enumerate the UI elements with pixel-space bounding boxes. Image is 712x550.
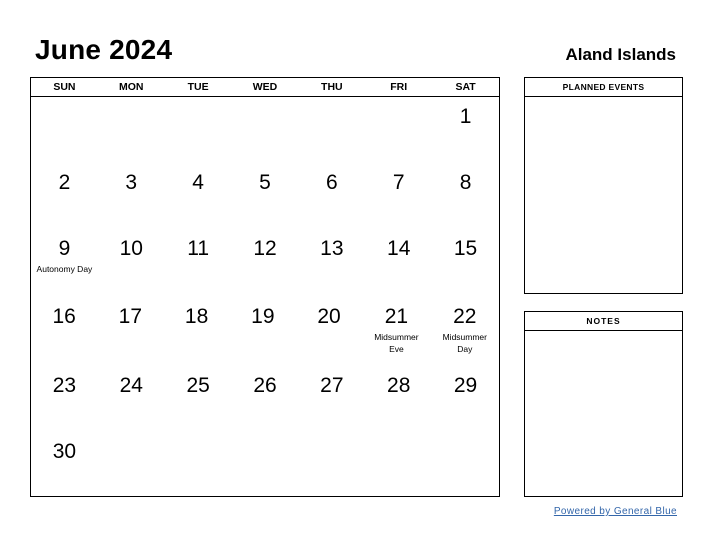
day-cell	[31, 374, 98, 398]
day-number: 21	[384, 305, 409, 328]
day-cell	[98, 440, 165, 464]
day-number: 23	[52, 374, 77, 397]
calendar-grid	[30, 77, 500, 497]
day-cell	[98, 237, 165, 275]
day-cell	[165, 440, 232, 464]
day-cell	[298, 105, 365, 129]
notes-panel	[524, 311, 683, 497]
day-cell	[232, 374, 299, 398]
day-cell	[432, 171, 499, 195]
day-cell	[365, 237, 432, 275]
day-cell	[365, 171, 432, 195]
week-row	[31, 305, 499, 355]
day-cell	[31, 171, 98, 195]
day-cell	[232, 171, 299, 195]
week-row	[31, 374, 499, 398]
day-cell	[98, 171, 165, 195]
day-cell	[165, 374, 232, 398]
dow-mon: MON	[119, 81, 144, 93]
day-cell	[298, 171, 365, 195]
day-cell	[165, 105, 232, 129]
day-cell	[365, 440, 432, 464]
day-number: 27	[320, 374, 344, 397]
day-cell	[232, 440, 299, 464]
day-number: 15	[453, 237, 478, 260]
day-number: 3	[125, 171, 138, 194]
day-number: 20	[317, 305, 341, 328]
day-cell	[31, 105, 98, 129]
dow-wed: WED	[252, 81, 278, 93]
dow-sat: SAT	[455, 81, 476, 93]
day-cell	[298, 237, 365, 275]
day-cell	[230, 305, 296, 355]
dow-sun: SUN	[53, 81, 76, 93]
day-cell	[165, 237, 232, 275]
week-row	[31, 171, 499, 195]
day-cell	[31, 305, 97, 355]
dow-thu: THU	[321, 81, 343, 93]
day-number: 24	[119, 374, 143, 397]
page-title: June 2024	[35, 34, 173, 65]
day-number: 10	[119, 237, 143, 260]
holiday-label: Midsummer Day	[442, 332, 487, 354]
day-cell	[296, 305, 362, 355]
day-number: 17	[118, 305, 143, 328]
week-row	[31, 105, 499, 129]
day-number: 9	[58, 237, 71, 260]
day-cell	[432, 374, 499, 398]
day-number: 12	[253, 237, 277, 260]
planned-events-title: PLANNED EVENTS	[525, 78, 682, 97]
day-number: 29	[453, 374, 478, 397]
day-cell	[31, 237, 98, 275]
holiday-label: Midsummer Eve	[374, 332, 419, 354]
day-number: 26	[253, 374, 277, 397]
day-number: 8	[459, 171, 472, 194]
day-cell	[97, 305, 163, 355]
day-cell	[98, 105, 165, 129]
day-cell	[365, 374, 432, 398]
day-number: 19	[251, 305, 275, 328]
day-cell	[432, 105, 499, 129]
day-cell	[298, 440, 365, 464]
week-row	[31, 440, 499, 464]
powered-by-link[interactable]: Powered by General Blue	[553, 506, 677, 517]
day-cell	[432, 237, 499, 275]
day-number: 28	[387, 374, 411, 397]
day-number: 4	[192, 171, 204, 194]
day-number: 18	[184, 305, 209, 328]
day-cell	[165, 171, 232, 195]
day-cell	[232, 105, 299, 129]
day-number: 22	[453, 305, 477, 328]
dow-tue: TUE	[187, 81, 209, 93]
day-cell	[98, 374, 165, 398]
day-number: 2	[58, 171, 71, 194]
day-number: 1	[459, 105, 472, 128]
day-cell	[163, 305, 229, 355]
notes-title: NOTES	[525, 312, 682, 331]
planned-events-panel	[524, 77, 683, 294]
day-cell	[232, 237, 299, 275]
day-cell	[31, 440, 98, 464]
day-cell	[298, 374, 365, 398]
day-cell	[362, 305, 430, 355]
day-number: 5	[259, 171, 271, 194]
day-number: 6	[326, 171, 338, 194]
day-number: 11	[187, 237, 210, 260]
dow-fri: FRI	[390, 81, 408, 93]
day-cell	[432, 440, 499, 464]
day-cell	[431, 305, 499, 355]
week-row	[31, 237, 499, 275]
day-cell	[365, 105, 432, 129]
day-number: 14	[387, 237, 411, 260]
day-number: 25	[186, 374, 210, 397]
holiday-label: Autonomy Day	[36, 264, 93, 274]
day-number: 7	[392, 171, 405, 194]
days-of-week-row	[31, 78, 499, 97]
day-number: 30	[52, 440, 77, 463]
region-name: Aland Islands	[565, 45, 676, 64]
day-number: 13	[320, 237, 344, 260]
day-number: 16	[52, 305, 76, 328]
